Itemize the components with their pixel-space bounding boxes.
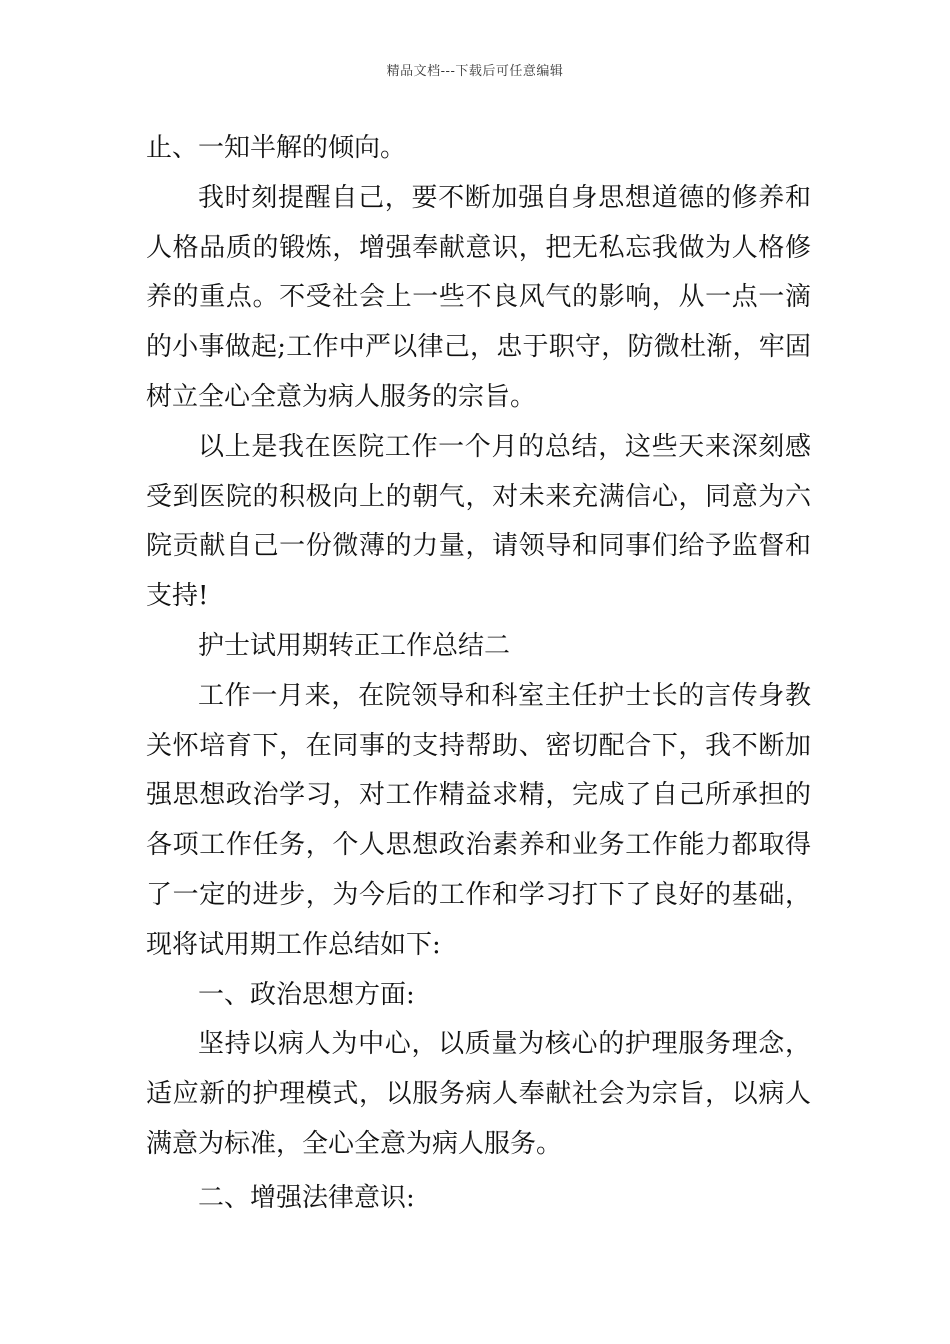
text-line: 适应新的护理模式，以服务病人奉献社会为宗旨，以病人: [146, 1079, 811, 1110]
section-heading: 护士试用期转正工作总结二: [198, 630, 511, 661]
text-line: 各项工作任务，个人思想政治素养和业务工作能力都取得: [146, 830, 811, 861]
document-body: [146, 124, 811, 1224]
paragraph-first-line: 工作一月来，在院领导和科室主任护士长的言传身教: [198, 680, 811, 711]
page-header: 精品文档---下载后可任意编辑: [386, 64, 564, 79]
text-line: 关怀培育下，在同事的支持帮助、密切配合下，我不断加: [146, 730, 811, 761]
text-line: 树立全心全意为病人服务的宗旨。: [146, 381, 537, 412]
text-line: 强思想政治学习，对工作精益求精，完成了自己所承担的: [146, 780, 811, 811]
text-line: 受到医院的积极向上的朝气，对未来充满信心，同意为六: [146, 481, 811, 512]
text-line: 了一定的进步，为今后的工作和学习打下了良好的基础，: [146, 879, 811, 910]
text-line: 的小事做起;工作中严以律己，忠于职守，防微杜渐，牢固: [146, 332, 811, 363]
text-line: 支持!: [146, 581, 209, 612]
text-line: 人格品质的锻炼，增强奉献意识，把无私忘我做为人格修: [146, 232, 811, 263]
text-line: 止、一知半解的倾向。: [146, 133, 407, 163]
text-line: 养的重点。不受社会上一些不良风气的影响，从一点一滴: [146, 282, 811, 313]
paragraph-first-line: 以上是我在医院工作一个月的总结，这些天来深刻感: [198, 431, 811, 462]
paragraph-first-line: 坚持以病人为中心，以质量为核心的护理服务理念，: [198, 1029, 811, 1060]
subsection-heading: 一、政治思想方面:: [198, 979, 415, 1010]
text-line: 满意为标准，全心全意为病人服务。: [146, 1128, 563, 1159]
paragraph-first-line: 我时刻提醒自己，要不断加强自身思想道德的修养和: [198, 182, 811, 213]
text-line: 院贡献自己一份微薄的力量，请领导和同事们给予监督和: [146, 531, 811, 562]
subsection-heading: 二、增强法律意识:: [198, 1182, 415, 1213]
text-line: 现将试用期工作总结如下:: [146, 929, 441, 960]
